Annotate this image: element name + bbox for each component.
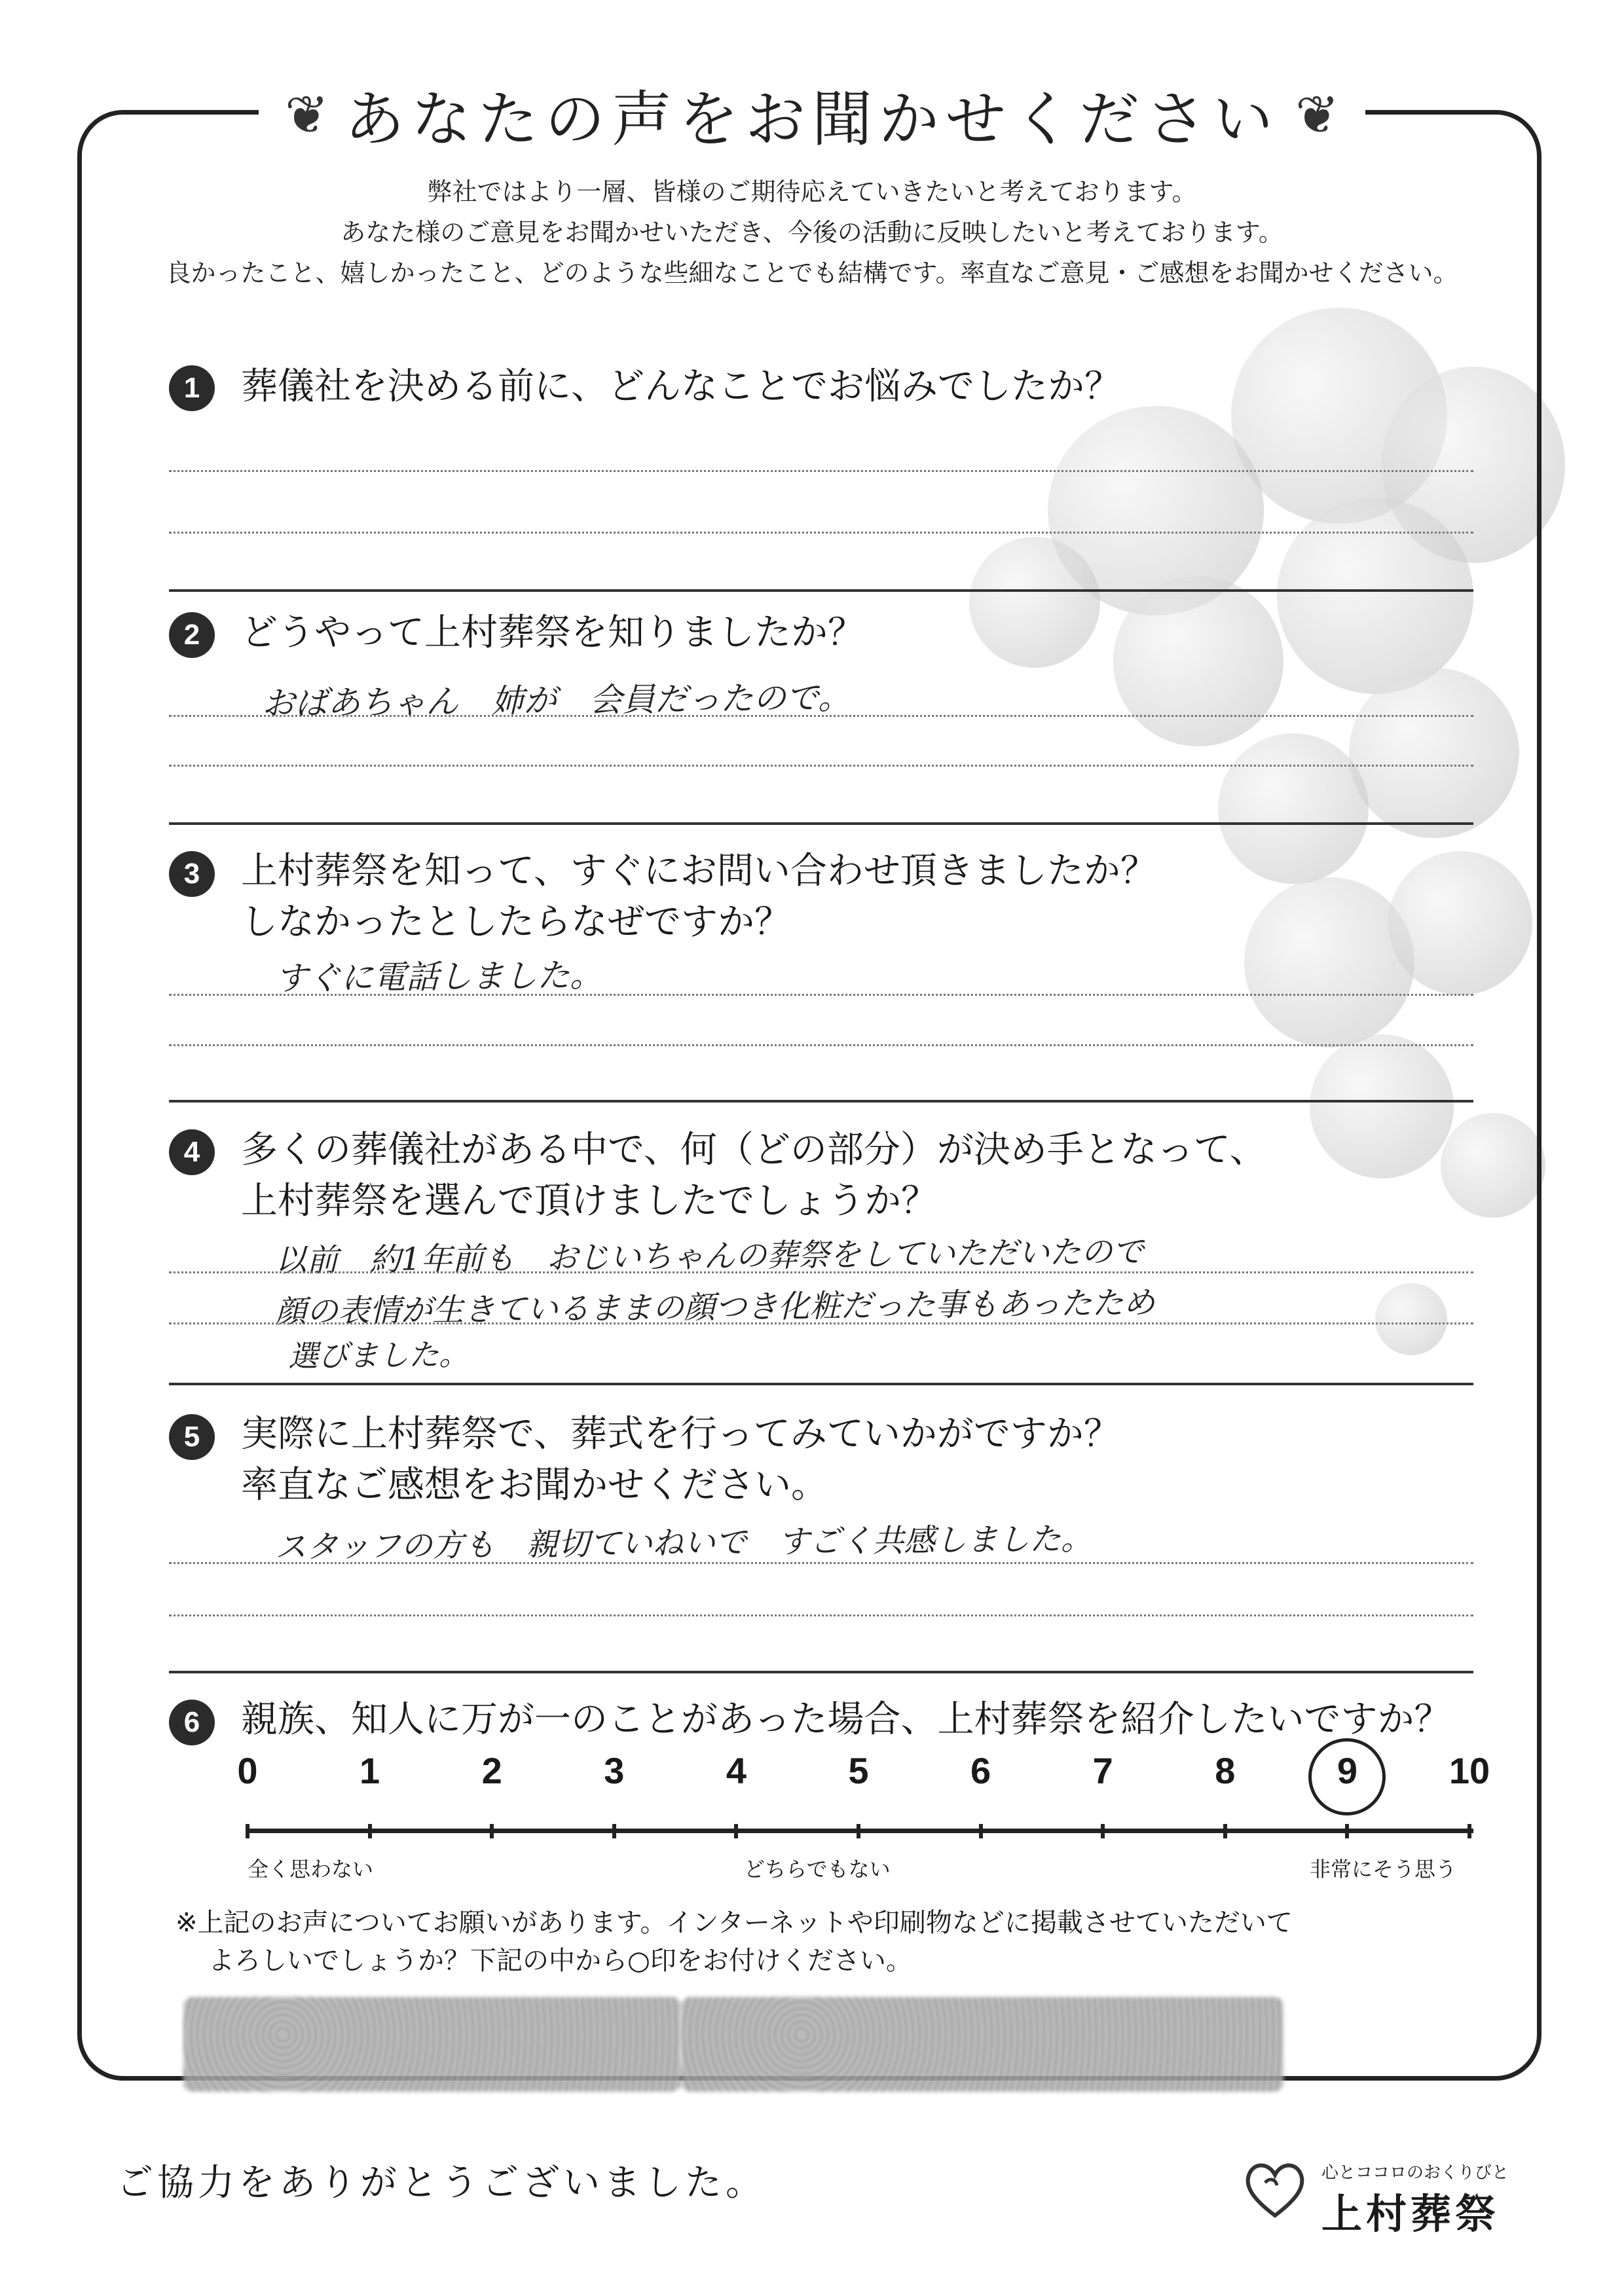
scale-tick-label: 6 <box>970 1750 991 1791</box>
answer-line <box>169 1614 1473 1616</box>
answer-4-handwriting: 選びました。 <box>287 1336 470 1374</box>
flourish-left-icon: ❦ <box>284 84 329 145</box>
page-title: あなたの声をお聞かせください <box>344 84 1280 155</box>
answer-5-handwriting: スタッフの方も 親切ていねいで すごく共感しました。 <box>274 1520 1093 1566</box>
scale-tick-label: 0 <box>237 1750 258 1791</box>
flourish-right-icon: ❦ <box>1295 84 1340 145</box>
publication-consent-note <box>175 1904 1293 1980</box>
intro-line: 良かったこと、嬉しかったこと、どのような些細なことでも結構です。率直なご意見・ご感想をお聞かせください。 <box>166 259 1458 287</box>
scale-tick <box>1223 1824 1227 1838</box>
section-divider <box>169 1100 1473 1102</box>
scale-tick <box>979 1824 983 1838</box>
scale-tick-label: 5 <box>848 1750 869 1791</box>
scale-label-low: 全く思わない <box>248 1857 374 1882</box>
scale-tick <box>734 1824 738 1838</box>
redacted-area <box>183 1997 681 2092</box>
section-divider <box>169 822 1473 825</box>
redacted-area <box>681 1997 1283 2092</box>
scale-tick-label: 1 <box>360 1750 380 1791</box>
section-divider <box>169 589 1473 592</box>
answer-4-handwriting: 顔の表情が生きているままの顔つき化粧だった事もあったため <box>274 1284 1155 1331</box>
scale-tick-label: 4 <box>726 1750 747 1791</box>
scale-tick <box>490 1824 494 1838</box>
brand-tagline: 心とココロのおくりびと <box>1321 2163 1509 2183</box>
footer-thanks: ご協力をありがとうございました。 <box>117 2162 766 2204</box>
answer-line <box>169 765 1473 767</box>
selected-rating-circle <box>1308 1738 1386 1815</box>
scale-tick-label: 7 <box>1092 1750 1113 1791</box>
title-area <box>0 72 1624 157</box>
question-5-text: 実際に上村葬祭で、葬式を行ってみていかがですか？ <box>241 1413 1120 1455</box>
scale-tick-label: 2 <box>481 1750 502 1791</box>
question-number-6: 6 <box>169 1700 215 1745</box>
scale-axis <box>248 1829 1473 1833</box>
question-3-text: 上村葬祭を知って、すぐにお問い合わせ頂きましたか？ <box>241 850 1157 892</box>
scale-tick-label: 8 <box>1215 1750 1236 1791</box>
scale-tick <box>246 1824 249 1838</box>
answer-2-handwriting: おばあちゃん 姉が 会員だったので。 <box>261 678 851 723</box>
scale-tick <box>612 1824 616 1838</box>
note-line: よろしいでしょうか？下記の中から○印をお付けください。 <box>208 1946 912 1976</box>
answer-line <box>169 532 1473 534</box>
scale-label-mid: どちらでもない <box>744 1857 891 1882</box>
answer-4-handwriting: 以前 約1年前も おじいちゃんの葬祭をしていただいたので <box>274 1233 1144 1279</box>
scale-label-high: 非常にそう思う <box>1310 1857 1457 1882</box>
question-3-text: しなかったとしたらなぜですか？ <box>241 901 791 943</box>
section-divider <box>169 1383 1473 1385</box>
scale-tick <box>1345 1824 1349 1838</box>
section-divider <box>169 1671 1473 1673</box>
scale-tick-label: 10 <box>1449 1750 1490 1791</box>
question-number-5: 5 <box>169 1414 215 1460</box>
question-number-3: 3 <box>169 851 215 897</box>
answer-3-handwriting: すぐに電話しました。 <box>274 956 603 998</box>
question-2-text: どうやって上村葬祭を知りましたか？ <box>241 611 864 654</box>
answer-line <box>169 1562 1473 1564</box>
scale-tick <box>1467 1824 1471 1838</box>
brand-name: 上村葬祭 <box>1321 2192 1500 2237</box>
brand-heart-icon <box>1239 2153 1311 2225</box>
question-number-4: 4 <box>169 1129 215 1175</box>
question-number-2: 2 <box>169 612 215 658</box>
scale-tick-label: 9 <box>1337 1750 1357 1791</box>
answer-line <box>169 994 1473 996</box>
scale-tick-label: 3 <box>604 1750 625 1791</box>
intro-line: 弊社ではより一層、皆様のご期待応えていきたいと考えております。 <box>427 177 1197 206</box>
question-number-1: 1 <box>169 365 215 411</box>
question-6-text: 親族、知人に万が一のことがあった場合、上村葬祭を紹介したいですか？ <box>241 1698 1451 1741</box>
note-line: ※上記のお声についてお願いがあります。インターネットや印刷物などに掲載させていただいて <box>175 1908 1293 1938</box>
answer-line <box>169 1322 1473 1324</box>
answer-line <box>169 1044 1473 1046</box>
answer-line <box>169 470 1473 472</box>
intro-text <box>131 172 1493 293</box>
question-4-text: 上村葬祭を選んで頂けましたでしょうか？ <box>241 1180 938 1222</box>
answer-line <box>169 1271 1473 1273</box>
scale-tick <box>368 1824 372 1838</box>
scale-tick <box>1101 1824 1105 1838</box>
question-5-text: 率直なご感想をお聞かせください。 <box>241 1464 828 1506</box>
answer-line <box>169 715 1473 717</box>
question-4-text: 多くの葬儀社がある中で、何（どの部分）が決め手となって、 <box>241 1129 1266 1171</box>
scale-tick <box>857 1824 860 1838</box>
intro-line: あなた様のご意見をお聞かせいただき、今後の活動に反映したいと考えております。 <box>341 218 1283 247</box>
question-1-text: 葬儀社を決める前に、どんなことでお悩みでしたか？ <box>241 365 1121 408</box>
